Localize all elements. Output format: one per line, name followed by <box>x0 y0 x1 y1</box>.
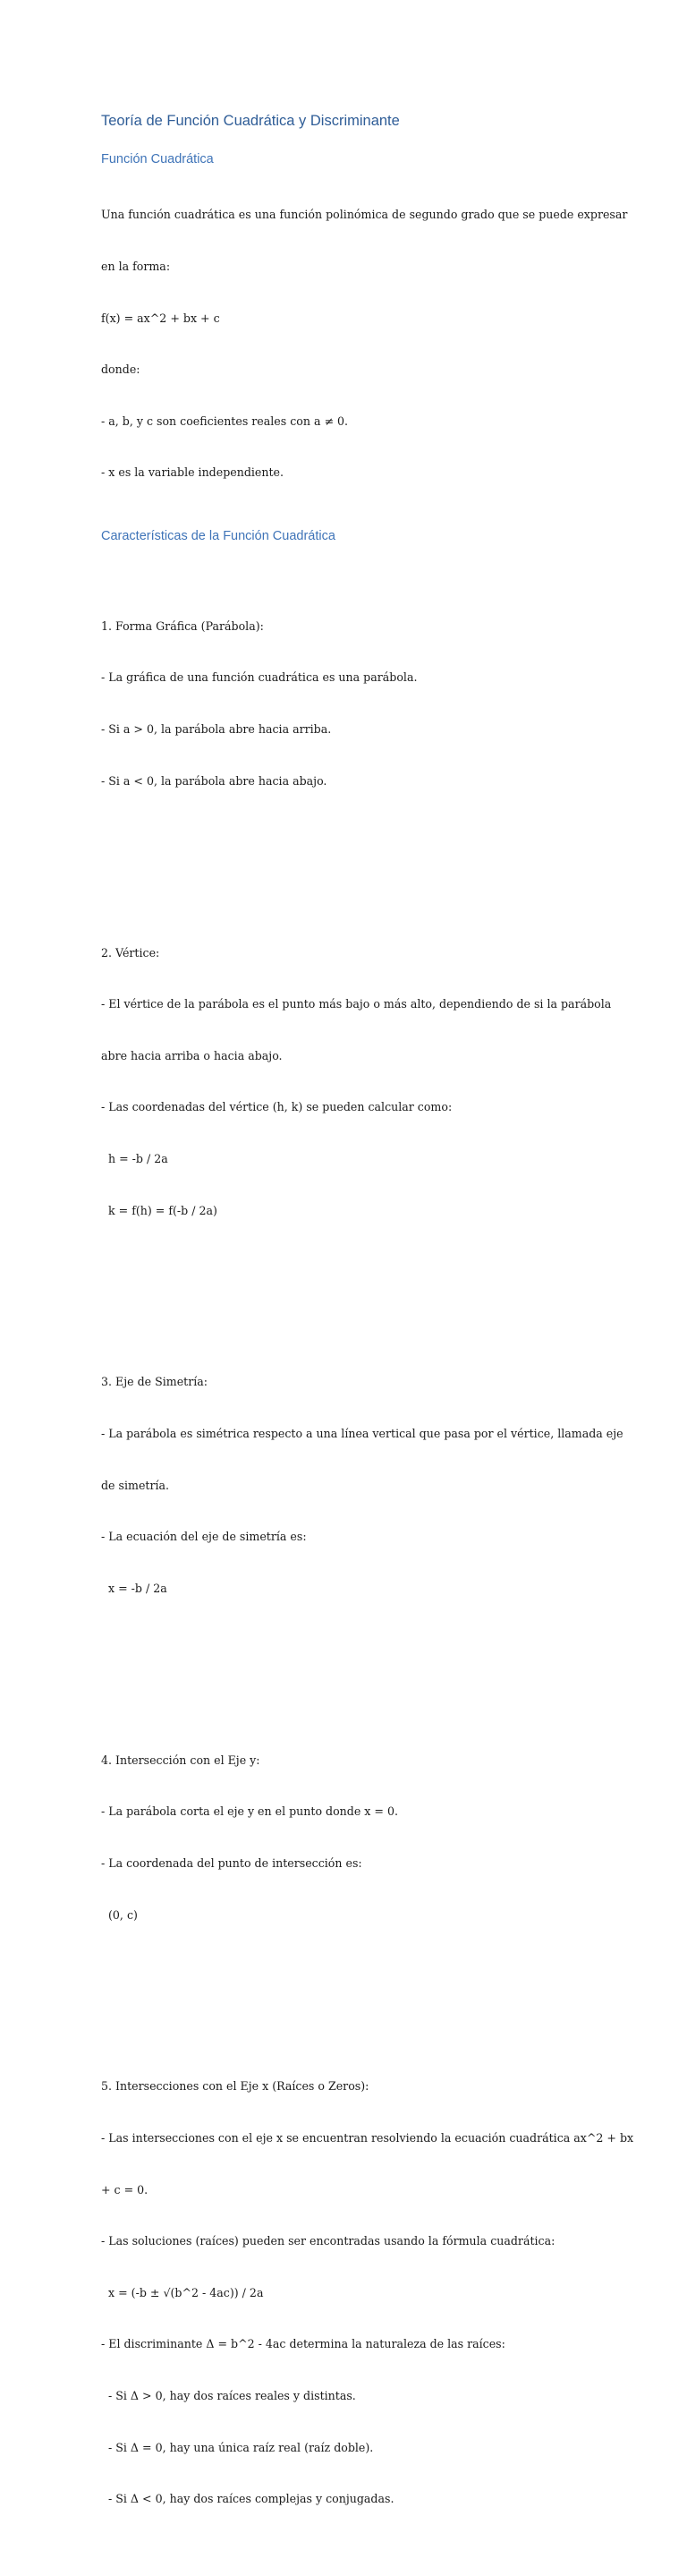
characteristic-title: 3. Eje de Simetría: <box>101 1375 208 1389</box>
characteristic-block-vertice <box>101 909 612 1253</box>
paragraph-line: en la forma: <box>101 260 171 274</box>
section-body-funcion-cuadratica <box>101 172 628 516</box>
formula-line: f(x) = ax^2 + bx + c <box>101 311 220 325</box>
paragraph-line: Una función cuadrática es una función polinómica de segundo grado que se puede expresar <box>101 208 628 222</box>
sub-list-item: - Si Δ < 0, hay dos raíces complejas y conjugadas. <box>101 2492 394 2506</box>
list-item: - Si a < 0, la parábola abre hacia abajo. <box>101 773 327 788</box>
list-item-continuation: + c = 0. <box>101 2182 148 2196</box>
list-item: - Las intersecciones con el eje x se encuentran resolviendo la ecuación cuadrática ax^2 + bx <box>101 2130 634 2145</box>
sub-list-item: - Si Δ = 0, hay una única raíz real (raíz doble). <box>101 2440 374 2454</box>
section-heading-caracteristicas: Características de la Función Cuadrática <box>101 529 335 544</box>
paragraph-line: donde: <box>101 363 140 377</box>
section-heading-funcion-cuadratica: Función Cuadrática <box>101 152 214 166</box>
formula-line: k = f(h) = f(-b / 2a) <box>101 1203 217 1217</box>
characteristic-block-eje-simetria <box>101 1339 623 1631</box>
sub-list-item: - Si Δ > 0, hay dos raíces reales y distintas. <box>101 2388 356 2402</box>
list-item: - El vértice de la parábola es el punto más bajo o más alto, dependiendo de si la parábola <box>101 997 612 1011</box>
characteristic-block-forma-grafica <box>101 583 589 823</box>
characteristic-block-intersecciones-eje-x <box>101 2043 634 2542</box>
characteristic-title: 4. Intersección con el Eje y: <box>101 1753 260 1767</box>
list-item: - a, b, y c son coeficientes reales con a ≠ 0. <box>101 414 349 428</box>
list-item: - Las soluciones (raíces) pueden ser encontradas usando la fórmula cuadrática: <box>101 2234 556 2248</box>
list-item: - La coordenada del punto de intersección es: <box>101 1855 362 1870</box>
formula-line: x = -b / 2a <box>101 1581 167 1595</box>
characteristic-title: 2. Vértice: <box>101 945 160 960</box>
document-page <box>101 111 634 2576</box>
section-body-caracteristicas <box>101 549 634 2576</box>
formula-line: x = (-b ± √(b^2 - 4ac)) / 2a <box>101 2285 264 2299</box>
list-item: - El discriminante Δ = b^2 - 4ac determina la naturaleza de las raíces: <box>101 2337 505 2351</box>
list-item-continuation: de simetría. <box>101 1478 170 1492</box>
characteristic-title: 5. Intersecciones con el Eje x (Raíces o Zeros): <box>101 2079 369 2094</box>
list-item: - La ecuación del eje de simetría es: <box>101 1530 307 1544</box>
list-item: - La parábola corta el eje y en el punto donde x = 0. <box>101 1804 398 1819</box>
list-item: - La parábola es simétrica respecto a una línea vertical que pasa por el vértice, llamada eje <box>101 1427 623 1441</box>
document-title: Teoría de Función Cuadrática y Discriminante <box>101 113 400 129</box>
list-item: - Las coordenadas del vértice (h, k) se pueden calcular como: <box>101 1100 453 1114</box>
characteristic-block-interseccion-eje-y <box>101 1717 589 1958</box>
list-item: - x es la variable independiente. <box>101 465 284 480</box>
list-item: - La gráfica de una función cuadrática es una parábola. <box>101 670 418 685</box>
formula-line: h = -b / 2a <box>101 1151 168 1165</box>
formula-line: (0, c) <box>101 1907 138 1922</box>
list-item-continuation: abre hacia arriba o hacia abajo. <box>101 1048 283 1062</box>
list-item: - Si a > 0, la parábola abre hacia arriba. <box>101 722 332 737</box>
characteristic-title: 1. Forma Gráfica (Parábola): <box>101 618 264 633</box>
